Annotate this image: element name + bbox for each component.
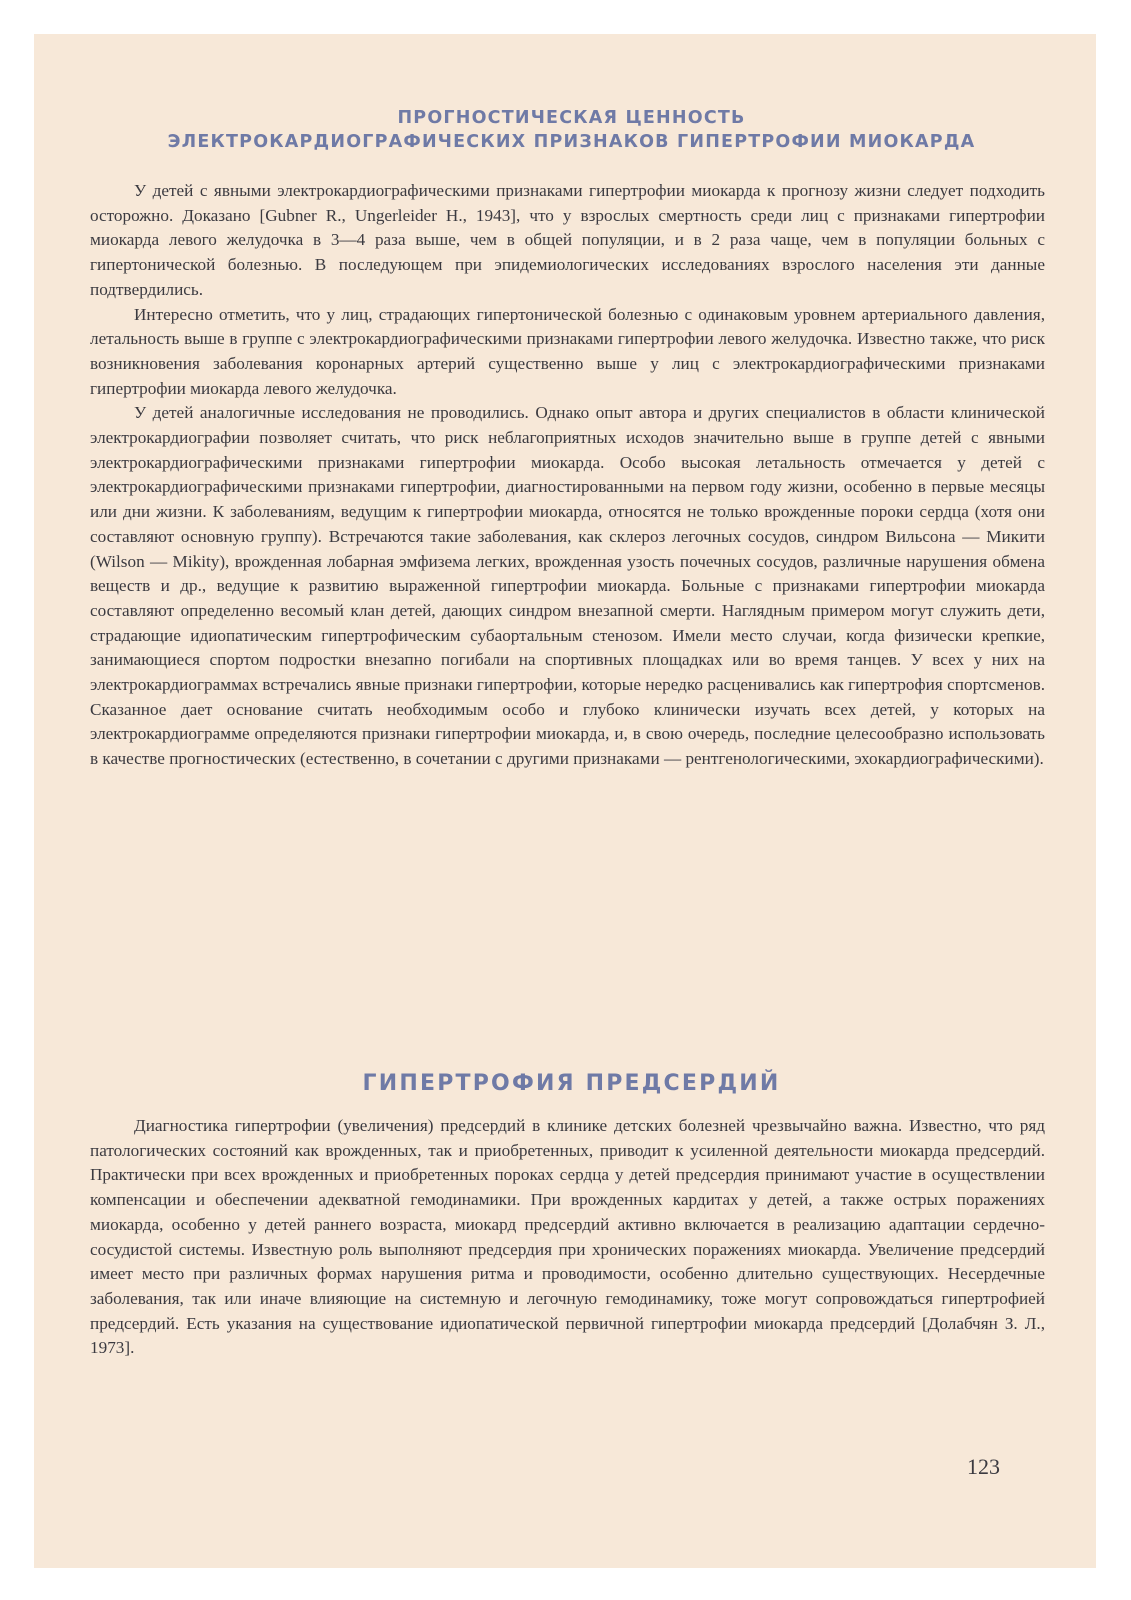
page-number: 123 xyxy=(967,1454,1000,1479)
paragraph: Диагностика гипертрофии (увеличения) предсердий в клинике детских болезней чрезвычайно важна. Известно, что ряд патологических состояний как врожденных, так и приобретенных, приводит к усиленной деятельности миокарда предсердий. Практически при всех врожденных и приобретенных пороках сердца у детей предсердия принимают участие в осуществлении компенсации и обеспечении адекватной гемодинамики. При врожденных кардитах у детей, а также острых поражениях миокарда, особенно у детей раннего возраста, миокард предсердий активно включается в реализацию адаптации сердечно-сосудистой системы. Известную роль выполняют предсердия при хронических поражениях миокарда. Увеличение предсердий имеет место при различных формах нарушения ритма и проводимости, особенно длительно существующих. Несердечные заболевания, так или иначе влияющие на системную и легочную гемодинамику, тоже могут сопровождаться гипертрофией предсердий. Есть указания на существование идиопатической первичной гипертрофии миокарда предсердий [Долабчян З. Л., 1973]. xyxy=(90,1116,1045,1358)
section-title-atrial-hypertrophy: ГИПЕРТРОФИЯ ПРЕДСЕРДИЙ xyxy=(362,1071,781,1096)
section-body-prognostic-value xyxy=(90,179,1045,772)
document-page xyxy=(34,34,1096,1568)
section-title-line-2: ЭЛЕКТРОКАРДИОГРАФИЧЕСКИХ ПРИЗНАКОВ ГИПЕРТРОФИИ МИОКАРДА xyxy=(167,132,976,152)
paragraph: У детей аналогичные исследования не проводились. Однако опыт автора и других специалистов в области клинической электрокардиографии позволяет считать, что риск неблагоприятных исходов значительно выше в группе детей с явными электрокардиографическими признаками гипертрофии миокарда. Особо высокая летальность отмечается у детей с электрокардиографическими признаками гипертрофии, диагностированными на первом году жизни, особенно в первые месяцы или дни жизни. К заболеваниям, ведущим к гипертрофии миокарда, относятся не только врожденные пороки сердца (хотя они составляют основную группу). Встречаются такие заболевания, как склероз легочных сосудов, синдром Вильсона — Микити (Wilson — Mikity), врожденная лобарная эмфизема легких, врожденная узость почечных сосудов, различные нарушения обмена веществ и др., ведущие к развитию выраженной гипертрофии миокарда. Больные с признаками гипертрофии миокарда составляют определенно весомый клан детей, дающих синдром внезапной смерти. Наглядным примером могут служить дети, страдающие идиопатическим гипертрофическим субаортальным стенозом. Имели место случаи, когда физически крепкие, занимающиеся спортом подростки внезапно погибали на спортивных площадках или во время танцев. У всех у них на электрокардиограммах встречались явные признаки гипертрофии, которые нередко расценивались как гипертрофия спортсменов. Сказанное дает основание считать необходимым особо и глубоко клинически изучать всех детей, у которых на электрокардиограмме определяются признаки гипертрофии миокарда, и, в свою очередь, последние целесообразно использовать в качестве прогностических (естественно, в сочетании с другими признаками — рентгенологическими, эхокардиографическими). xyxy=(90,403,1045,769)
section-body-atrial-hypertrophy xyxy=(90,1114,1045,1361)
paragraph: Интересно отметить, что у лиц, страдающих гипертонической болезнью с одинаковым уровнем артериального давления, летальность выше в группе с электрокардиографическими признаками гипертрофии левого желудочка. Известно также, что риск возникновения заболевания коронарных артерий существенно выше у лиц с электрокардиографическими признаками гипертрофии миокарда левого желудочка. xyxy=(90,304,1045,398)
section-title-prognostic-value xyxy=(94,106,1049,154)
section-title-line-1: ПРОГНОСТИЧЕСКАЯ ЦЕННОСТЬ xyxy=(397,108,746,128)
paragraph: У детей с явными электрокардиографическими признаками гипертрофии миокарда к прогнозу жизни следует подходить осторожно. Доказано [Gubner R., Ungerleider H., 1943], что у взрослых смертность среди лиц с признаками гипертрофии миокарда левого желудочка в 3—4 раза выше, чем в общей популяции, и в 2 раза чаще, чем в популяции больных с гипертонической болезнью. В последующем при эпидемиологических исследованиях взрослого населения эти данные подтвердились. xyxy=(90,181,1045,299)
